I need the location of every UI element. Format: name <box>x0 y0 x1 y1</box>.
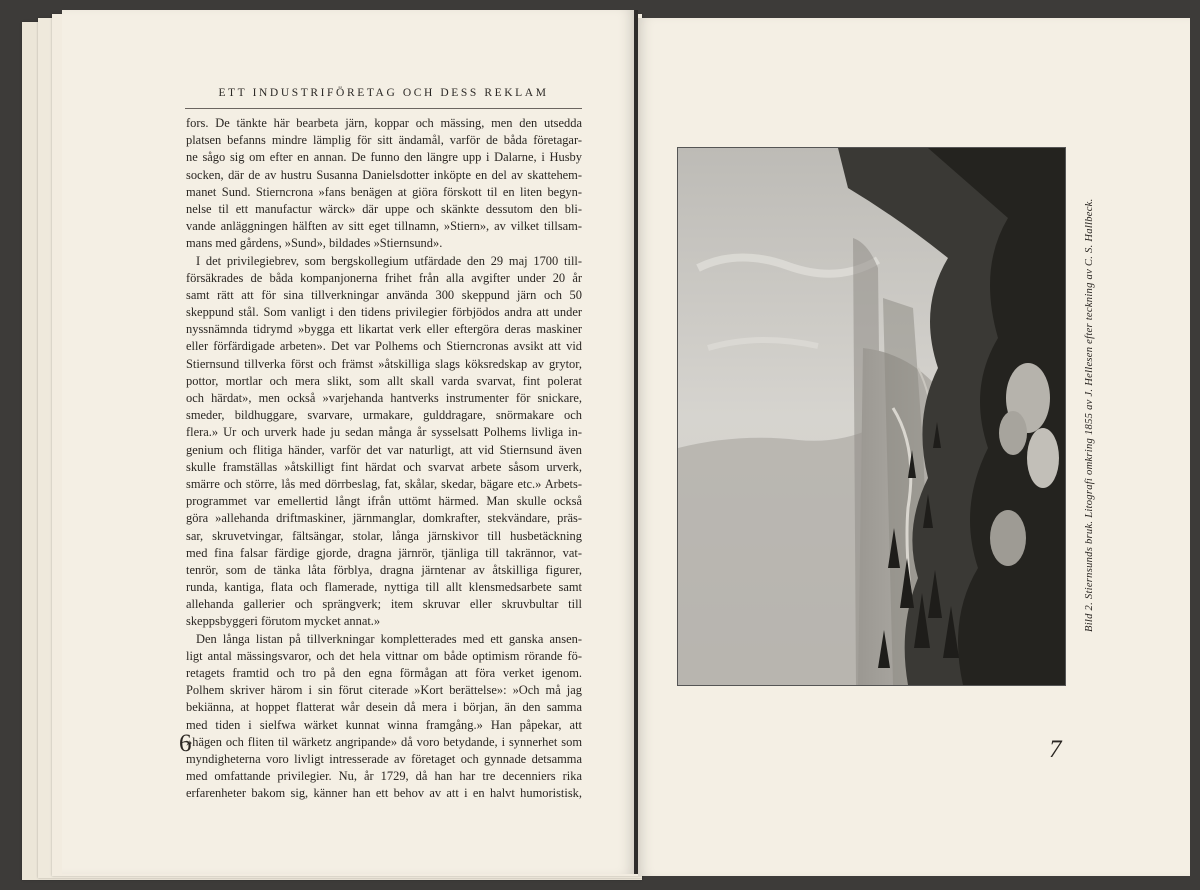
text-line: sar, skruvetvingar, fältsängar, stolar, långa järnskivor till husbetäckning <box>186 528 582 543</box>
text-line: pottor, mortlar och mera slikt, som allt skall varda svarvat, fint polerat <box>186 373 582 388</box>
body-text <box>186 115 582 803</box>
text-line: skulle framställas »åtskilligt fint härdat och svarvat arbete såsom urverk, <box>186 459 582 474</box>
text-line: skeppsbyggeri förutom mycket annat.» <box>186 614 381 629</box>
text-line: med fina falsar färdige gjorde, dragna järnrör, tjänliga till takrännor, vat- <box>186 545 582 560</box>
page-number-left: 6 <box>179 730 192 757</box>
illustration-caption: Bild 2. Stiernsunds bruk. Litografi omkring 1855 av J. Hellesen efter teckning av C. S. Hallbeck. <box>1084 198 1095 632</box>
text-line: erfarenheter bakom sig, känner han ett behov av att i en halvt humoristisk, <box>186 786 582 801</box>
text-line: tenrör, som de tänka låta förblya, dragna järntenar av åtskilliga figurer, <box>186 562 582 577</box>
text-line: ne sågo sig om efter en annan. De funno den längre upp i Dalarne, i Husby <box>186 150 582 165</box>
text-line: bekiänna, at hoppet flatterat wår desein då mera i början, än den samma <box>186 700 582 715</box>
text-line: »hägen och fliten til wärketz angripande» då voro betydande, i synnerhet som <box>186 734 582 749</box>
text-line: runda, kantiga, flata och flamerade, nyttiga till allt klensmedsarbete samt <box>186 580 582 595</box>
text-line: mans med gårdens, »Sund», bildades »Stiernsund». <box>186 236 443 251</box>
text-line: nyssnämnda tidrymd »bygga ett likartat verk eller eftergöra deras maskiner <box>186 322 582 337</box>
text-line: programmet var emellertid långt ifrån uttömt härmed. Man skulle också <box>186 494 582 509</box>
text-line: försäkrades de båda kompanjonerna frihet från alla avgifter under 20 år <box>186 270 582 285</box>
text-line: Polhem skriver härom i sin förut citerade »Kort berättelse»: »Och må jag <box>186 683 582 698</box>
text-line: skeppund stål. Som vanligt i den tidens privilegier förbjödos andra att under <box>186 305 582 320</box>
text-line: I det privilegiebrev, som bergskollegium utfärdade den 29 maj 1700 till- <box>196 253 582 268</box>
text-line: socken, där de av hustru Susanna Danielsdotter inköpte en del av skattehem- <box>186 167 582 182</box>
text-line: vande anläggningen hälften av sitt eget tillnamn, »Stiern», av vilket tillsam- <box>186 219 582 234</box>
page-number-right: 7 <box>1049 736 1062 763</box>
text-line: och härdat», men också »varjehanda hantverks instrumenter för snickare, <box>186 391 582 405</box>
text-line: genium och flitiga händer, varför det var naturligt, att vid Stiernsund även <box>186 442 582 457</box>
text-line: göra »allehanda driftmaskiner, järnmanglar, domkrafter, stekvändare, präs- <box>186 511 582 526</box>
text-line: ligt antal mässingsvaror, och det hela vittnar om både optimism rörande fö- <box>186 648 582 663</box>
text-line: samt rätt att för sina tillverkningar använda 300 skeppund järn och 50 <box>186 287 582 302</box>
text-line: retagets framtid och tro på den egna förmågan att föra verket igenom. <box>186 666 582 680</box>
text-line: manet Sund. Stierncrona »fans benägen at giöra förskott til en liten begyn- <box>186 184 582 199</box>
text-line: eller förfärdigade arbeten». Det var Polhems och Stierncronas avsikt att vid <box>186 339 582 354</box>
text-line: platsen befanns mindre lämplig för sitt ändamål, varför de båda företagar- <box>186 133 582 148</box>
text-line: Den långa listan på tillverkningar kompletterades med ett ganska ansen- <box>196 631 582 646</box>
text-line: allehanda gallerier och sprängverk; item skruvar eller skruvbultar till <box>186 597 582 612</box>
text-line: nelse til ett manufactur wärck» där uppe och skänkte dessutom den bli- <box>186 201 582 216</box>
running-head-rule <box>185 108 582 109</box>
text-line: myndigheterna voro livligt intresserade av företaget och gynnade detsamma <box>186 751 582 766</box>
text-line: flera.» Ur och urverk hade ju sedan många år sysselsatt Polhems livliga in- <box>186 425 582 440</box>
landscape-illustration <box>677 147 1066 686</box>
text-line: med tiden i sielfwa wärket kunnat winna framgång.» Han påpekar, att <box>186 717 582 732</box>
text-line: smärre och större, lås med dörrbeslag, fat, skålar, skedar, bägare etc.» Arbets- <box>186 476 582 491</box>
text-line: Stiernsund tillverka först och främst »åtskilliga slags köksredskap av grytor, <box>186 356 582 371</box>
running-head: ETT INDUSTRIFÖRETAG OCH DESS REKLAM <box>218 87 549 99</box>
text-line: fors. De tänkte här bearbeta järn, koppar och mässing, men den utsedda <box>186 116 582 130</box>
text-line: med omfattande privilegier. Nu, år 1729, då han har tre decenniers rika <box>186 769 582 784</box>
text-line: smeder, bildhuggare, svarvare, urmakare, gulddragare, snörmakare och <box>186 408 582 423</box>
